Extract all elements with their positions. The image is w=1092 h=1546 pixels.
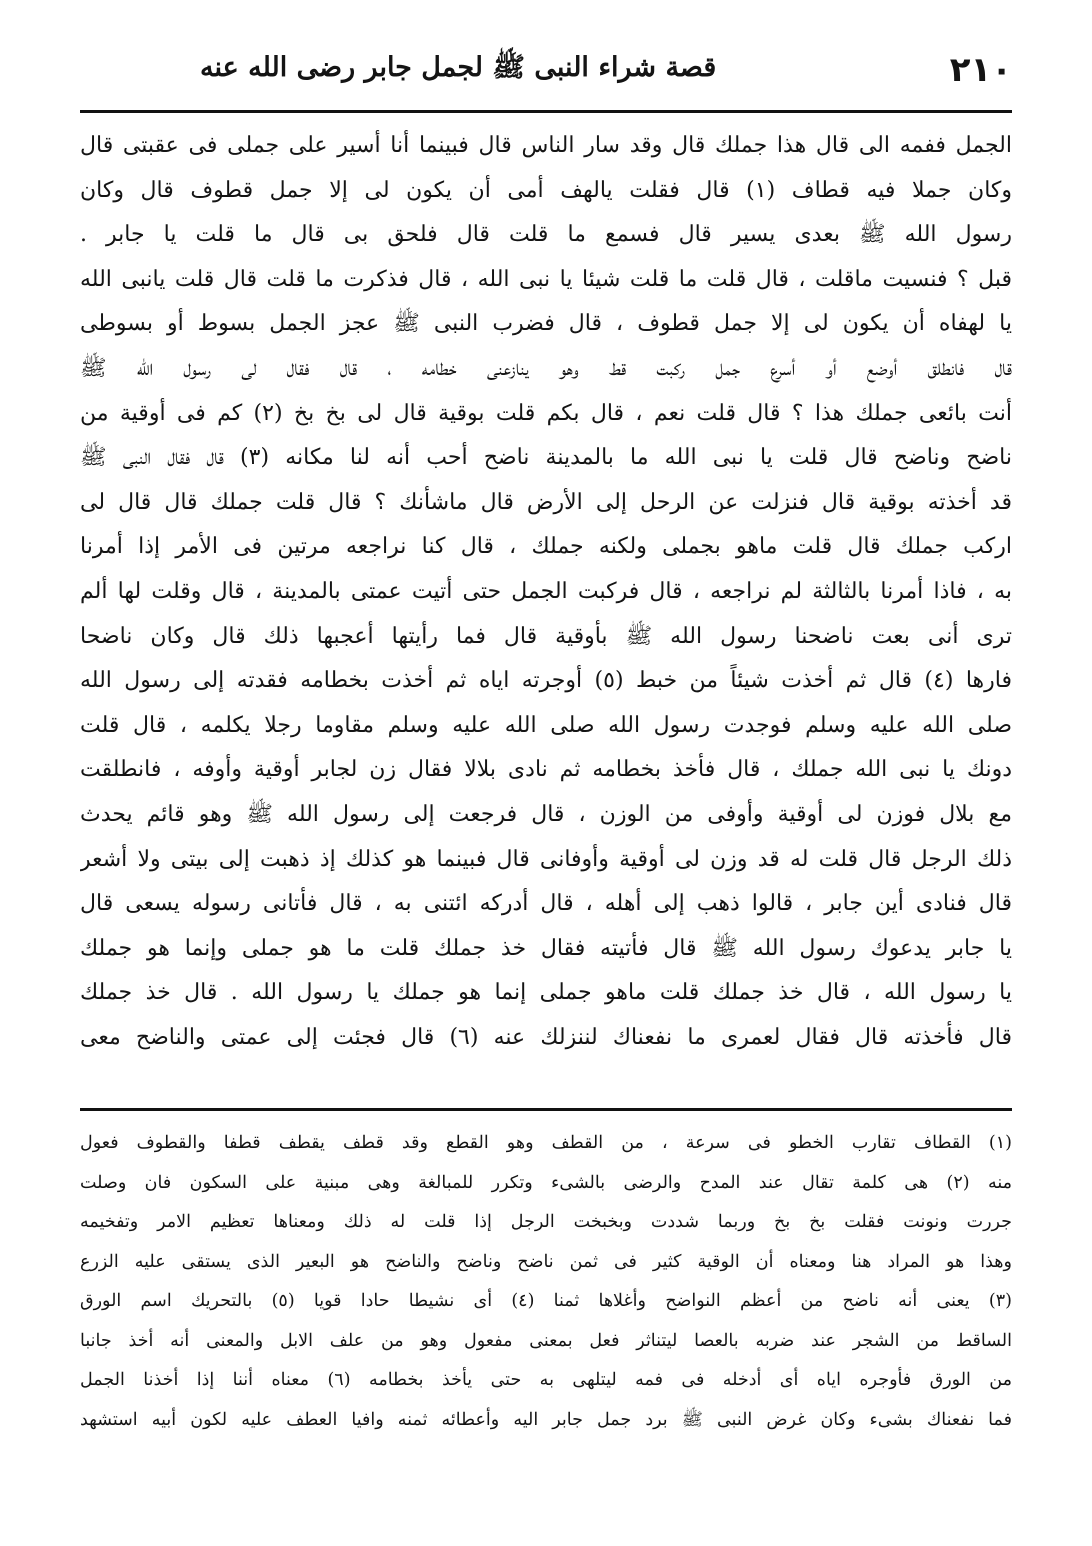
page-header [80,40,1012,100]
text-line: قبل ؟ فنسيت ماقلت ، قال قلت ما قلت شيئا يا نبى الله ، قال فذكرت ما قلت قال قلت يانبى الله [80,266,1012,292]
text-line: ترى أنى بعت ناضحنا رسول الله ﷺ بأوقية قال فما رأيتها أعجبها ذلك قال وكان ناضحا [80,623,1012,649]
footnote-line: فما نفعناك بشىء وكان غرض النبى ﷺ برد جمل جابر اليه وأعطائه ثمنه وافيا العطف عليه لكون أبيه استشهد [80,1409,1012,1430]
text-line: قد أخذته بوقية قال فنزلت عن الرحل إلى الأرض قال ماشأنك ؟ قال قلت جملك قال قال لى [80,489,1012,515]
text-line: اركب جملك قال قلت ماهو بجملى ولكنه جملك ، قال كنا نراجعه مرتين فى الأمر إذا أمرنا [80,534,1012,560]
text-line: قال فأخذته قال فقال لعمرى ما نفعناك لننزلك عنه (٦) قال فجئت إلى عمتى والناضح معى [80,1024,1012,1050]
footnote-divider [80,1108,1012,1111]
footnote-line: (٣) يعنى أنه ناضح من أعظم النواضح وأغلاها ثمنا (٤) أى نشيطا حادا قويا (٥) بالتحريك اسم الورق [80,1291,1012,1311]
text-line: ذلك الرجل قال قلت له قد وزن لى أوقية وأوفانى قال فبينما هو كذلك إذ ذهبت إلى بيتى ولا أشعر [80,846,1012,872]
footnote-line: من الورق فأوجره اياه أى أدخله فى فمه ليتلهى به حتى يأخذ بخطامه (٦) معناه أننا إذا أخذنا الجمل [80,1370,1012,1390]
header-divider [80,110,1012,113]
text-line: أنت بائعى جملك هذا ؟ قال قلت نعم ، قال بكم قلت بوقية قال لى بخ بخ (٢) كم فى أوقية من [80,400,1012,426]
footnote-line: منه (٢) هى كلمة تقال عند المدح والرضى بالشىء وتكرر للمبالغة وهى مبنية على السكون فان وصلت [80,1172,1012,1193]
page-number: ٢١٠ [949,50,1012,90]
text-line: به ، فاذا أمرنا بالثالثة لم نراجعه ، قال فركبت الجمل حتى أتيت عمتى بالمدينة ، قال وقلت لها ألم [80,578,1012,604]
text-line: ناضح وناضح قال قلت يا نبى الله ما بالمدينة ناضح أحب أنه لنا مكانه (٣) قال فقال النبى ﷺ [80,445,1012,471]
text-line: وكان جملا فيه قطاف (١) قال فقلت يالهف أمى أن يكون لى إلا جمل قطوف قال وكان [80,177,1012,203]
text-line: فارها (٤) قال ثم أخذت شيئاً من خبط (٥) أوجرته اياه ثم أخذت بخطامه فقدته إلى رسول الله [80,668,1012,694]
running-title: قصة شراء النبى ﷺ لجمل جابر رضى الله عنه [200,52,717,83]
footnote-line: جررت ونونت فقلت بخ بخ وربما شددت وبخبخت الرجل إذا قلت له ذلك ومعناها تعظيم الامر وتفخيمه [80,1212,1012,1232]
text-line: قال فانطلق أوضع أو أسرع جمل ركبت قط وهو ينازعنى خطامه ، قال فقال لى رسول الله ﷺ [80,355,1012,381]
text-line: صلى الله عليه وسلم فوجدت رسول الله صلى الله عليه وسلم مقاوما رجلا يكلمه ، قال قلت [80,712,1012,738]
text-line: يا رسول الله ، قال خذ جملك قلت ماهو جملى إنما هو جملك يا رسول الله . قال خذ جملك [80,980,1012,1006]
footnote-line: (١) القطاف تقارب الخطو فى سرعة ، من القطف وهو القطع وقد قطف يقطف قطفا والقطوف فعول [80,1133,1012,1153]
footnote-line: وهذا هو المراد هنا ومعناه أن الوقية كثير فى ثمن ناضح وناضح والناضح هو البعير الذى يستقى عليه الزرع [80,1251,1012,1272]
text-line: يا لهفاه أن يكون لى إلا جمل قطوف ، قال فضرب النبى ﷺ عجز الجمل بسوط أو بسوطى [80,311,1012,337]
text-line: الجمل ففمه الى قال هذا جملك قال وقد سار الناس قال فبينما أنا أسير على جملى فى عقبتى قال [80,133,1012,158]
text-line: مع بلال فوزن لى أوقية وأوفى من الوزن ، قال فرجعت إلى رسول الله ﷺ وهو قائم يحدث [80,801,1012,827]
text-line: قال فنادى أين جابر ، قالوا ذهب إلى أهله ، قال أدركه ائتنى به ، قال فأتانى رسوله يسعى قال [80,891,1012,917]
text-line: دونك يا نبى الله جملك ، قال فأخذ بخطامه ثم نادى بلالا فقال زن لجابر أوقية وأوفه ، فانطلقت [80,757,1012,783]
footnote-line: الساقط من الشجر عند ضربه بالعصا ليتناثر فعل بمعنى مفعول وهو من علف الابل والمعنى أنه أخذ جانبا [80,1330,1012,1351]
text-line: رسول الله ﷺ بعدى يسير قال فسمع ما قلت قال فلحق بى قال ما قلت يا جابر . [80,222,1012,248]
footnotes [80,1124,1012,1440]
main-text [80,124,1012,1060]
text-line: يا جابر يدعوك رسول الله ﷺ قال فأتيته فقال خذ جملك قلت ما هو جملى وإنما هو جملك [80,935,1012,961]
